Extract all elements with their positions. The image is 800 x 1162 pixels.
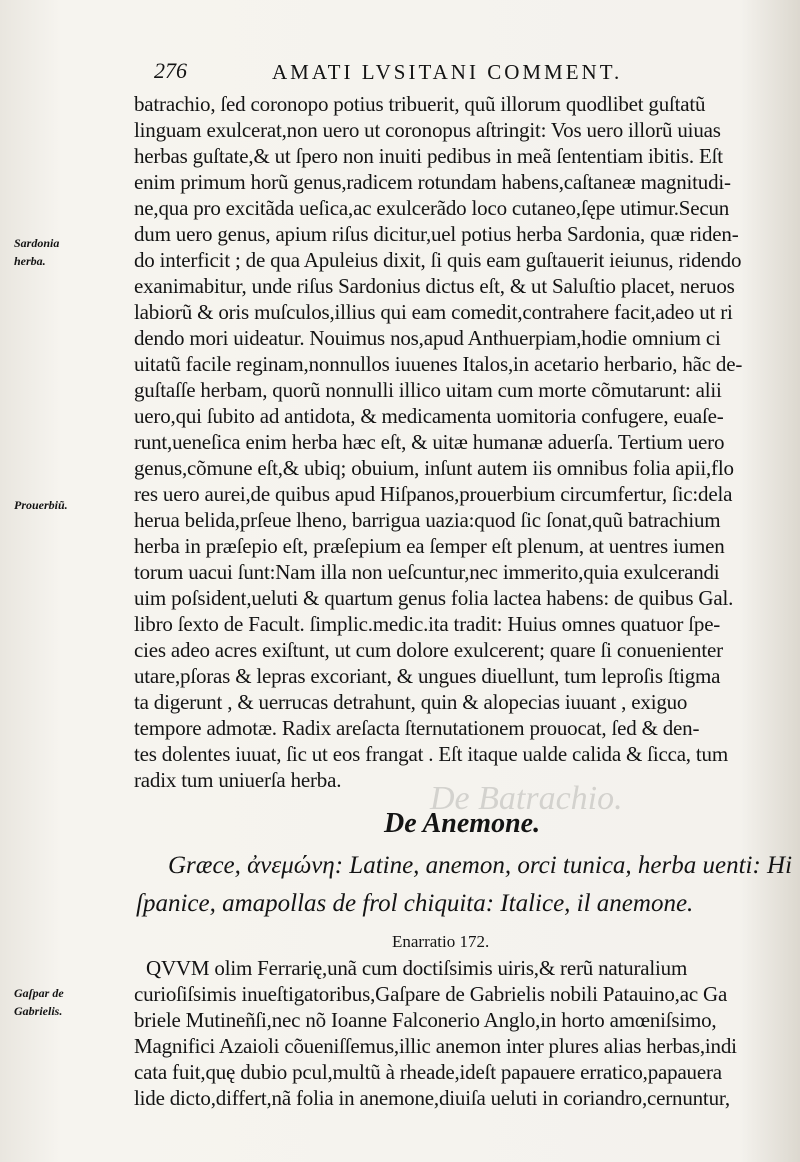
text-line: tempore admotæ. Radix areſacta ſternutationem prouocat, ſed & den- — [134, 716, 700, 740]
text-line: batrachio, ſed coronopo potius tribuerit, quũ illorum quodlibet guſtatũ — [134, 92, 706, 116]
text-line: herba in præſepio eſt, præſepium ea ſemper eſt plenum, at uentres iumen — [134, 534, 725, 558]
margin-note-line: Gabrielis. — [14, 1004, 63, 1018]
text-line: utare,pſoras & lepras excoriant, & ungues diuellunt, tum leproſis ſtigma — [134, 664, 721, 688]
text-line: labiorũ & oris muſculos,illius qui eam comedit,contrahere facit,adeo ut ri — [134, 300, 733, 324]
text-line: genus,cõmune eſt,& ubiq; obuium, inſunt autem iis omnibus folia apii,flo — [134, 456, 734, 480]
text-line: ne,qua pro excitãda ueſica,ac exulcerãdo loco cutaneo,ſępe utimur.Secun — [134, 196, 730, 220]
margin-note-sardonia — [14, 234, 124, 270]
text-line: curioſiſsimis inueſtigatoribus,Gaſpare de Gabrielis nobili Patauino,ac Ga — [134, 982, 728, 1006]
text-line: linguam exulcerat,non uero ut coronopus aſtringit: Vos uero illorũ uiuas — [134, 118, 721, 142]
text-line: Magnifici Azaioli cõueniſſemus,illic anemon inter plures alias herbas,indi — [134, 1034, 737, 1058]
text-line: exanimabitur, unde riſus Sardonius dictus eſt, & ut Saluſtio placet, neruos — [134, 274, 735, 298]
margin-note-line: herba. — [14, 254, 46, 268]
section-heading: De Anemone. — [384, 808, 541, 839]
text-line: herbas guſtate,& ut ſpero non inuiti pedibus in meã ſententiam ibitis. Eſt — [134, 144, 723, 168]
text-line: radix tum uniuerſa herba. — [134, 768, 342, 792]
margin-note-proverbium — [14, 496, 124, 514]
bleed-through-text: De Batrachio. — [430, 780, 623, 817]
text-line: enim primum horũ genus,radicem rotundam habens,caſtaneæ magnitudi- — [134, 170, 731, 194]
running-head: AMATI LVSITANI COMMENT. — [272, 60, 623, 84]
text-line: tes dolentes iuuat, ſic ut eos frangat . Eſt itaque ualde calida & ſicca, tum — [134, 742, 728, 766]
margin-note-gaspar — [14, 984, 124, 1020]
text-line: runt,ueneſica enim herba hæc eſt, & uitæ humanæ aduerſa. Tertium uero — [134, 430, 725, 454]
text-line: herua belida,prſeue lheno, barrigua uazia:quod ſic ſonat,quũ batrachium — [134, 508, 721, 532]
margin-note-line: Gaſpar de — [14, 986, 64, 1000]
text-line: cata fuit,quę dubio pcul,multũ à rheade,ideſt papauere erratico,papauera — [134, 1060, 722, 1084]
text-line: cies adeo acres exiſtunt, ut cum dolore exulcerent; quare ſi conuenienter — [134, 638, 723, 662]
text-line: lide dicto,differt,nã folia in anemone,diuiſa ueluti in coriandro,cernuntur, — [134, 1086, 730, 1110]
text-line: uim poſsident,ueluti & quartum genus folia lactea habens: de quibus Gal. — [134, 586, 734, 610]
synonyms-line: Græce, ἀνεμώνη: Latine, anemon, orci tunica, herba uenti: Hi — [168, 852, 793, 879]
text-line: guſtaſſe herbam, quorũ nonnulli illico uitam cum morte cõmutarunt: alii — [134, 378, 722, 402]
text-line: libro ſexto de Facult. ſimplic.medic.ita tradit: Huius omnes quatuor ſpe- — [134, 612, 721, 636]
text-line: ta digerunt , & uerrucas detrahunt, quin & alopecias iuuant , exiguo — [134, 690, 688, 714]
page-number: 276 — [154, 58, 187, 83]
page-header — [150, 58, 790, 88]
enarratio-label: Enarratio 172. — [392, 932, 490, 951]
synonyms-line: ſpanice, amapollas de frol chiquita: Italice, il anemone. — [136, 890, 694, 917]
text-line: do interficit ; de qua Apuleius dixit, ſi quis eam guſtauerit ieiunus, ridendo — [134, 248, 742, 272]
text-line: uitatũ facile reginam,nonnullos iuuenes Italos,in acetario herbario, hãc de- — [134, 352, 743, 376]
text-line: uero,qui ſubito ad antidota, & medicamenta uomitoria confugere, euaſe- — [134, 404, 724, 428]
text-line: QVVM olim Ferrarię,unã cum doctiſsimis uiris,& rerũ naturalium — [146, 956, 688, 980]
text-line: dendo mori uideatur. Nouimus nos,apud Anthuerpiam,hodie omnium ci — [134, 326, 721, 350]
text-line: torum uacui ſunt:Nam illa non ueſcuntur,nec immerito,quia exulcerandi — [134, 560, 720, 584]
text-line: briele Mutineñſi,nec nõ Ioanne Falconerio Anglo,in horto amœniſsimo, — [134, 1008, 717, 1032]
text-line: dum uero genus, apium riſus dicitur,uel potius herba Sardonia, quæ riden- — [134, 222, 739, 246]
text-line: res uero aurei,de quibus apud Hiſpanos,prouerbium circumfertur, ſic:dela — [134, 482, 733, 506]
margin-note-line: Prouerbiũ. — [14, 498, 68, 512]
margin-note-line: Sardonia — [14, 236, 60, 250]
